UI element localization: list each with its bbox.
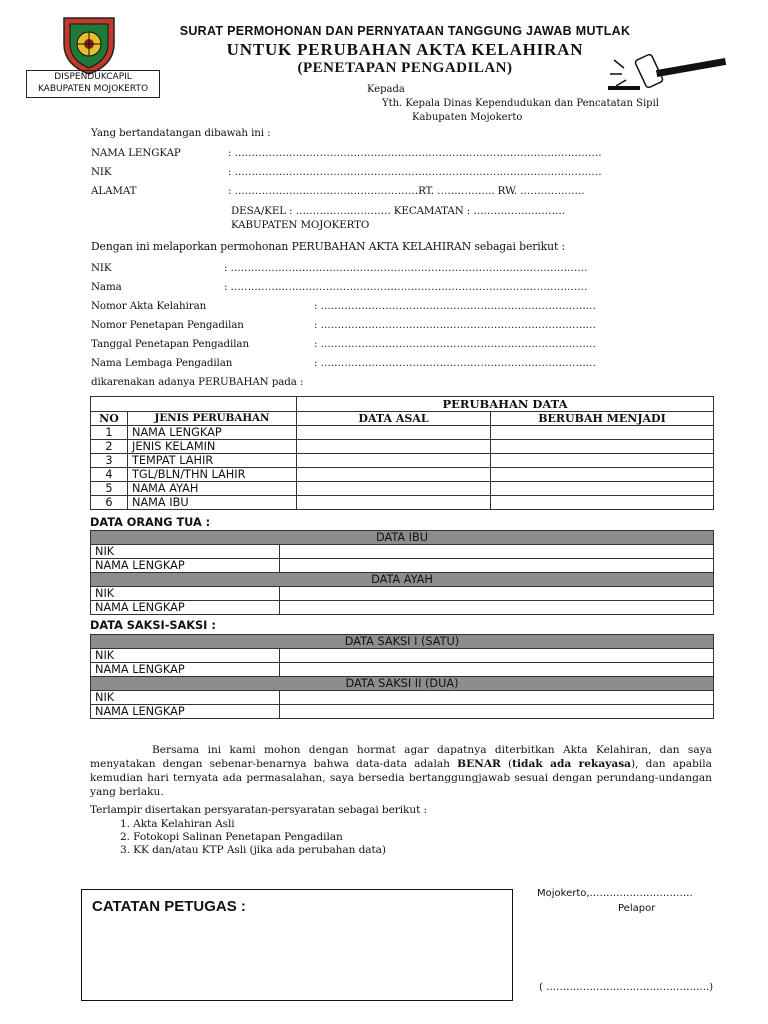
saksi1-nik-label: NIK (91, 649, 280, 663)
changes-group-header: PERUBAHAN DATA (297, 397, 714, 412)
kepada: Kepada (367, 84, 405, 95)
table-row: 2 JENIS KELAMIN (91, 440, 714, 454)
catatan-petugas-title: CATATAN PETUGAS : (92, 898, 246, 915)
cell-asal[interactable] (297, 482, 491, 496)
ayah-nama-cell[interactable] (280, 601, 714, 615)
kabupaten-line: KABUPATEN MOJOKERTO (231, 219, 370, 231)
label-alamat: ALAMAT (91, 185, 137, 197)
field-nik[interactable]: : ……………………………………………………………………………………………… (228, 166, 602, 178)
catatan-petugas-box[interactable] (81, 889, 513, 1001)
parents-table (90, 530, 714, 615)
report-field-nik[interactable]: : …………………………………………………………………………………………… (224, 262, 588, 274)
saksi1-nama-cell[interactable] (280, 663, 714, 677)
ibu-nik-label: NIK (91, 545, 280, 559)
field-desa-kecamatan[interactable]: DESA/KEL : ………………………. KECAMATAN : ……………………… (231, 205, 566, 217)
report-label-nama: Nama (91, 281, 122, 293)
attachments-intro: Terlampir disertakan persyaratan-persyaratan sebagai berikut : (90, 804, 427, 816)
cell-asal[interactable] (297, 496, 491, 510)
report-intro: Dengan ini melaporkan permohonan PERUBAHAN AKTA KELAHIRAN sebagai berikut : (91, 240, 566, 253)
parents-title: DATA ORANG TUA : (90, 516, 211, 529)
report-field-nomor-penetapan[interactable]: : ……………………………………………………………………… (314, 319, 596, 331)
cell-asal[interactable] (297, 468, 491, 482)
label-nama-lengkap: NAMA LENGKAP (91, 147, 181, 159)
ibu-nama-label: NAMA LENGKAP (91, 559, 280, 573)
statement-paragraph: Bersama ini kami mohon dengan hormat agar dapatnya diterbitkan Akta Kelahiran, dan saya menyatakan dengan sebenar-benarnya bahwa data-data adalah BENAR (tidak ada rekayasa), dan apabila kemudian hari ternyata ada permasalahan, saya bersedia bertanggungjawab sesuai dengan perundang-undangan yang berlaku. (90, 744, 712, 798)
ibu-nama-cell[interactable] (280, 559, 714, 573)
table-row: 1 NAMA LENGKAP (91, 426, 714, 440)
data-ayah-header: DATA AYAH (91, 573, 714, 587)
report-field-nama[interactable]: : …………………………………………………………………………………………… (224, 281, 588, 293)
cell-asal[interactable] (297, 426, 491, 440)
cell-asal[interactable] (297, 454, 491, 468)
applicant-intro: Yang bertandatangan dibawah ini : (91, 127, 271, 139)
gavel-icon (606, 50, 732, 92)
table-row: 6 NAMA IBU (91, 496, 714, 510)
attachment-item: 1. Akta Kelahiran Asli (120, 818, 235, 830)
cell-baru[interactable] (491, 496, 714, 510)
report-label-lembaga: Nama Lembaga Pengadilan (91, 357, 233, 369)
col-no: NO (91, 412, 128, 426)
recipient-kab: Kabupaten Mojokerto (412, 112, 523, 123)
cell-baru[interactable] (491, 468, 714, 482)
field-alamat[interactable]: : ………………………………………………RT. …………….. RW. ………………. (228, 185, 585, 197)
report-label-akta: Nomor Akta Kelahiran (91, 300, 207, 312)
report-field-akta[interactable]: : ……………………………………………………………………… (314, 300, 596, 312)
saksi1-nik-cell[interactable] (280, 649, 714, 663)
report-field-lembaga[interactable]: : ……………………………………………………………………… (314, 357, 596, 369)
title-line3: (PENETAPAN PENGADILAN) (297, 60, 513, 76)
report-field-tanggal-penetapan[interactable]: : ……………………………………………………………………… (314, 338, 596, 350)
label-nik: NIK (91, 166, 112, 178)
saksi2-nama-label: NAMA LENGKAP (91, 705, 280, 719)
ibu-nik-cell[interactable] (280, 545, 714, 559)
saksi2-nik-label: NIK (91, 691, 280, 705)
report-label-tanggal-penetapan: Tanggal Penetapan Pengadilan (91, 338, 249, 350)
recipient-yth: Yth. Kepala Dinas Kependudukan dan Pencatatan Sipil (382, 98, 659, 109)
signature-line[interactable]: ( ………………………………………….) (539, 982, 714, 993)
attachment-item: 3. KK dan/atau KTP Asli (jika ada perubahan data) (120, 844, 386, 856)
saksi1-header: DATA SAKSI I (SATU) (91, 635, 714, 649)
report-label-nik: NIK (91, 262, 112, 274)
cell-baru[interactable] (491, 454, 714, 468)
saksi2-nama-cell[interactable] (280, 705, 714, 719)
col-asal: DATA ASAL (297, 412, 491, 426)
saksi1-nama-label: NAMA LENGKAP (91, 663, 280, 677)
place-date: Mojokerto,…………………………. (537, 888, 693, 899)
report-label-nomor-penetapan: Nomor Penetapan Pengadilan (91, 319, 244, 331)
title-line2: UNTUK PERUBAHAN AKTA KELAHIRAN (226, 40, 584, 59)
stamp-line2: KABUPATEN MOJOKERTO (37, 84, 149, 94)
title-line1: SURAT PERMOHONAN DAN PERNYATAAN TANGGUNG JAWAB MUTLAK (179, 24, 631, 38)
table-row: 4 TGL/BLN/THN LAHIR (91, 468, 714, 482)
agency-stamp (26, 70, 160, 98)
cell-asal[interactable] (297, 440, 491, 454)
table-row: 5 NAMA AYAH (91, 482, 714, 496)
cell-baru[interactable] (491, 440, 714, 454)
data-ibu-header: DATA IBU (91, 531, 714, 545)
table-row: 3 TEMPAT LAHIR (91, 454, 714, 468)
saksi2-nik-cell[interactable] (280, 691, 714, 705)
field-nama-lengkap[interactable]: : ……………………………………………………………………………………………… (228, 147, 602, 159)
cell-baru[interactable] (491, 426, 714, 440)
witnesses-title: DATA SAKSI-SAKSI : (90, 619, 216, 632)
witnesses-table (90, 634, 714, 719)
regency-logo (60, 14, 118, 76)
saksi2-header: DATA SAKSI II (DUA) (91, 677, 714, 691)
cell-baru[interactable] (491, 482, 714, 496)
stamp-line1: DISPENDUKCAPIL (54, 72, 132, 82)
col-baru: BERUBAH MENJADI (491, 412, 714, 426)
reason-line: dikarenakan adanya PERUBAHAN pada : (91, 376, 304, 388)
pelapor-label: Pelapor (618, 903, 656, 914)
ayah-nik-cell[interactable] (280, 587, 714, 601)
changes-table (90, 396, 714, 510)
attachment-item: 2. Fotokopi Salinan Penetapan Pengadilan (120, 831, 343, 843)
ayah-nama-label: NAMA LENGKAP (91, 601, 280, 615)
col-jenis: JENIS PERUBAHAN (128, 412, 297, 426)
ayah-nik-label: NIK (91, 587, 280, 601)
